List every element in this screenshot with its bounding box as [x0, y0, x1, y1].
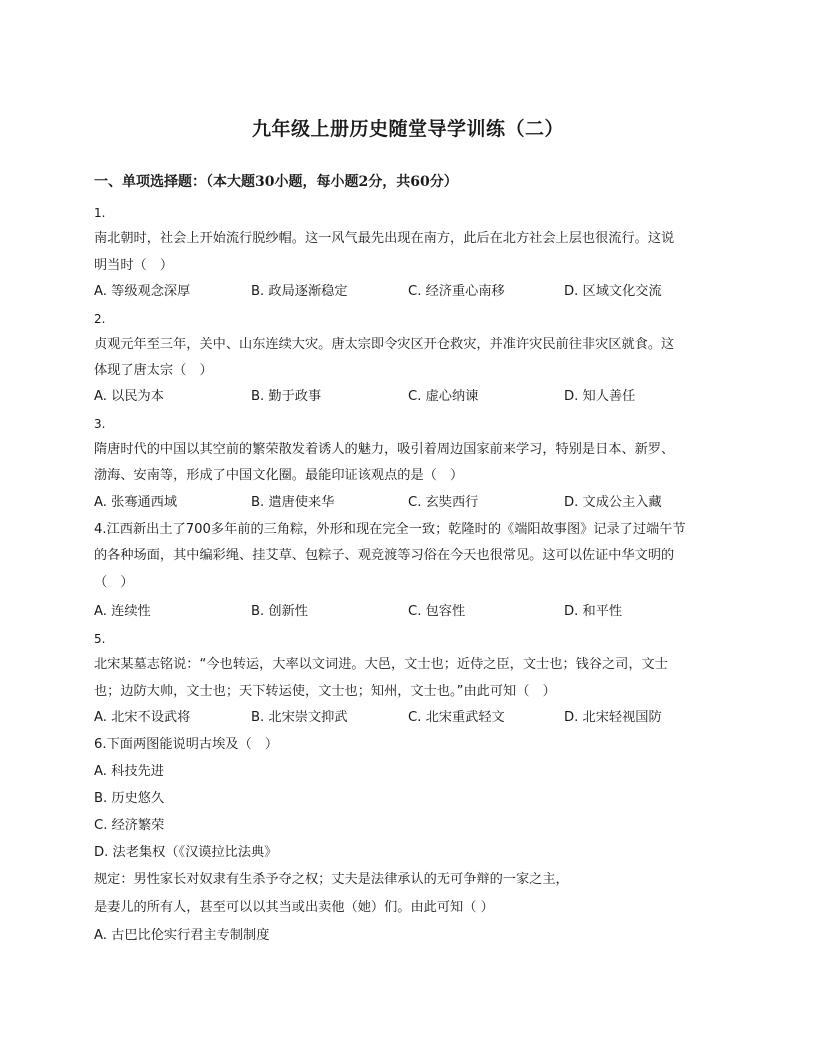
option-b: B. 勤于政事 [251, 389, 322, 404]
question-number: 1. [94, 206, 106, 220]
question-stem-line: 隋唐时代的中国以其空前的繁荣散发着诱人的魅力，吸引着周边国家前来学习，特别是日本、新罗、 [94, 442, 675, 457]
question-stem-line: 的各种场面，其中编彩绳、挂艾草、包粽子、观竞渡等习俗在今天也很常见。这可以佐证中华文明的 [94, 548, 675, 563]
question-stem-line: 贞观元年至三年，关中、山东连续大灾。唐太宗即令灾区开仓救灾，并准许灾民前往非灾区就食。这 [94, 337, 675, 352]
option-d: D. 区域文化交流 [564, 284, 662, 299]
option-c: C. 包容性 [408, 604, 466, 619]
option-c: C. 北宋重武轻文 [408, 710, 505, 725]
option-c: C. 虚心纳谏 [408, 389, 479, 404]
option-a: A. 连续性 [94, 604, 151, 619]
option-a: A. 张骞通西域 [94, 495, 178, 510]
option-a: A. 古巴比伦实行君主专制制度 [94, 928, 270, 943]
question-number: 3. [94, 417, 106, 431]
option-b: B. 遣唐使来华 [251, 495, 335, 510]
question-stem-line: 也；边防大帅，文士也；天下转运使，文士也；知州，文士也。”由此可知（ ） [94, 684, 556, 699]
option-b: B. 历史悠久 [94, 791, 165, 806]
page-title: 九年级上册历史随堂导学训练（二） [251, 118, 564, 140]
question-stem-line: 4.江西新出土了700多年前的三角粽，外形和现在完全一致；乾隆时的《端阳故事图》记录了过端午节 [94, 522, 686, 537]
option-c: C. 经济重心南移 [408, 284, 505, 299]
option-d: D. 文成公主入藏 [564, 495, 662, 510]
question-stem-line: 明当时（ ） [94, 258, 174, 273]
option-d: D. 法老集权（《汉谟拉比法典》 [94, 845, 278, 860]
option-d: D. 知人善任 [564, 389, 636, 404]
option-b: B. 北宋崇文抑武 [251, 710, 348, 725]
question-stem-line: （ ） [94, 575, 134, 590]
option-b: B. 创新性 [251, 604, 308, 619]
section-heading: 一、单项选择题：（本大题30小题，每小题2分，共60分） [94, 174, 458, 190]
option-c: C. 经济繁荣 [94, 818, 165, 833]
option-a: A. 以民为本 [94, 389, 164, 404]
question-stem-line: 北宋某墓志铭说：“今也转运，大率以文词进。大邑，文士也；近侍之臣，文士也；钱谷之司，文士 [94, 657, 668, 672]
option-b: B. 政局逐渐稳定 [251, 284, 348, 299]
question-stem-line: 规定：男性家长对奴隶有生杀予夺之权；丈夫是法律承认的无可争辩的一家之主， [94, 872, 569, 887]
question-number: 2. [94, 312, 106, 326]
question-number: 5. [94, 632, 106, 646]
question-stem-line: 渤海、安南等，形成了中国文化圈。最能印证该观点的是（ ） [94, 468, 464, 483]
question-stem-line: 6.下面两图能说明古埃及（ ） [94, 737, 279, 752]
question-stem-line: 体现了唐太宗（ ） [94, 363, 213, 378]
question-stem-line: 是妻儿的所有人，甚至可以以其当或出卖他（她）们。由此可知（ ） [94, 900, 494, 915]
option-a: A. 北宋不设武将 [94, 710, 191, 725]
option-d: D. 和平性 [564, 604, 623, 619]
question-stem-line: 南北朝时，社会上开始流行脱纱帽。这一风气最先出现在南方，此后在北方社会上层也很流行。这说 [94, 231, 675, 246]
option-c: C. 玄奘西行 [408, 495, 479, 510]
option-a: A. 等级观念深厚 [94, 284, 191, 299]
option-d: D. 北宋轻视国防 [564, 710, 662, 725]
option-a: A. 科技先进 [94, 764, 164, 779]
